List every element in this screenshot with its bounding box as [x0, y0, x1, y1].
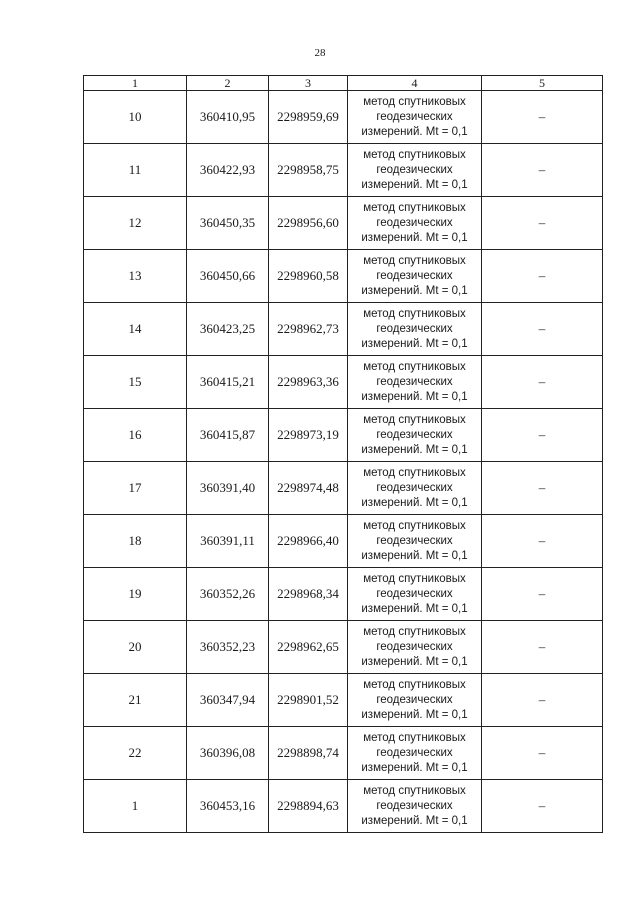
y-coordinate-cell: 2298962,73 — [269, 303, 348, 356]
y-coordinate-cell: 2298894,63 — [269, 780, 348, 833]
method-cell: метод спутниковых геодезических измерений. Mt = 0,1 — [348, 621, 482, 674]
header-col-2: 2 — [187, 76, 269, 91]
table-body — [84, 91, 603, 833]
table-row — [84, 144, 603, 197]
point-number-cell: 21 — [84, 674, 187, 727]
note-cell: – — [482, 197, 603, 250]
note-cell: – — [482, 409, 603, 462]
header-col-3: 3 — [269, 76, 348, 91]
table-row — [84, 91, 603, 144]
x-coordinate-cell: 360450,35 — [187, 197, 269, 250]
header-col-4: 4 — [348, 76, 482, 91]
header-col-1: 1 — [84, 76, 187, 91]
point-number-cell: 19 — [84, 568, 187, 621]
note-cell: – — [482, 568, 603, 621]
point-number-cell: 11 — [84, 144, 187, 197]
table-row — [84, 409, 603, 462]
method-cell: метод спутниковых геодезических измерений. Mt = 0,1 — [348, 91, 482, 144]
method-cell: метод спутниковых геодезических измерений. Mt = 0,1 — [348, 144, 482, 197]
point-number-cell: 18 — [84, 515, 187, 568]
y-coordinate-cell: 2298962,65 — [269, 621, 348, 674]
table-row — [84, 462, 603, 515]
point-number-cell: 14 — [84, 303, 187, 356]
note-cell: – — [482, 462, 603, 515]
point-number-cell: 1 — [84, 780, 187, 833]
y-coordinate-cell: 2298901,52 — [269, 674, 348, 727]
x-coordinate-cell: 360396,08 — [187, 727, 269, 780]
y-coordinate-cell: 2298968,34 — [269, 568, 348, 621]
note-cell: – — [482, 621, 603, 674]
point-number-cell: 12 — [84, 197, 187, 250]
table-row — [84, 674, 603, 727]
method-cell: метод спутниковых геодезических измерений. Mt = 0,1 — [348, 356, 482, 409]
y-coordinate-cell: 2298973,19 — [269, 409, 348, 462]
point-number-cell: 15 — [84, 356, 187, 409]
x-coordinate-cell: 360422,93 — [187, 144, 269, 197]
table-row — [84, 197, 603, 250]
method-cell: метод спутниковых геодезических измерений. Mt = 0,1 — [348, 409, 482, 462]
y-coordinate-cell: 2298959,69 — [269, 91, 348, 144]
method-cell: метод спутниковых геодезических измерений. Mt = 0,1 — [348, 197, 482, 250]
table-row — [84, 727, 603, 780]
x-coordinate-cell: 360415,87 — [187, 409, 269, 462]
note-cell: – — [482, 515, 603, 568]
method-cell: метод спутниковых геодезических измерений. Mt = 0,1 — [348, 462, 482, 515]
note-cell: – — [482, 356, 603, 409]
point-number-cell: 22 — [84, 727, 187, 780]
x-coordinate-cell: 360352,26 — [187, 568, 269, 621]
table-row — [84, 568, 603, 621]
x-coordinate-cell: 360423,25 — [187, 303, 269, 356]
x-coordinate-cell: 360391,40 — [187, 462, 269, 515]
y-coordinate-cell: 2298898,74 — [269, 727, 348, 780]
x-coordinate-cell: 360415,21 — [187, 356, 269, 409]
header-row — [84, 76, 603, 91]
point-number-cell: 10 — [84, 91, 187, 144]
table-row — [84, 303, 603, 356]
note-cell: – — [482, 674, 603, 727]
x-coordinate-cell: 360410,95 — [187, 91, 269, 144]
table-row — [84, 250, 603, 303]
table-header — [84, 76, 603, 91]
y-coordinate-cell: 2298956,60 — [269, 197, 348, 250]
point-number-cell: 17 — [84, 462, 187, 515]
table-row — [84, 621, 603, 674]
y-coordinate-cell: 2298963,36 — [269, 356, 348, 409]
y-coordinate-cell: 2298966,40 — [269, 515, 348, 568]
header-col-5: 5 — [482, 76, 603, 91]
method-cell: метод спутниковых геодезических измерений. Mt = 0,1 — [348, 568, 482, 621]
y-coordinate-cell: 2298974,48 — [269, 462, 348, 515]
table-row — [84, 515, 603, 568]
point-number-cell: 16 — [84, 409, 187, 462]
note-cell: – — [482, 144, 603, 197]
coordinates-table — [83, 75, 603, 833]
point-number-cell: 13 — [84, 250, 187, 303]
method-cell: метод спутниковых геодезических измерений. Mt = 0,1 — [348, 303, 482, 356]
x-coordinate-cell: 360391,11 — [187, 515, 269, 568]
table-row — [84, 780, 603, 833]
table-row — [84, 356, 603, 409]
method-cell: метод спутниковых геодезических измерений. Mt = 0,1 — [348, 674, 482, 727]
note-cell: – — [482, 250, 603, 303]
x-coordinate-cell: 360450,66 — [187, 250, 269, 303]
x-coordinate-cell: 360347,94 — [187, 674, 269, 727]
y-coordinate-cell: 2298958,75 — [269, 144, 348, 197]
note-cell: – — [482, 727, 603, 780]
method-cell: метод спутниковых геодезических измерений. Mt = 0,1 — [348, 727, 482, 780]
point-number-cell: 20 — [84, 621, 187, 674]
note-cell: – — [482, 91, 603, 144]
note-cell: – — [482, 780, 603, 833]
page-number: 28 — [314, 47, 326, 59]
method-cell: метод спутниковых геодезических измерений. Mt = 0,1 — [348, 780, 482, 833]
method-cell: метод спутниковых геодезических измерений. Mt = 0,1 — [348, 250, 482, 303]
x-coordinate-cell: 360352,23 — [187, 621, 269, 674]
x-coordinate-cell: 360453,16 — [187, 780, 269, 833]
method-cell: метод спутниковых геодезических измерений. Mt = 0,1 — [348, 515, 482, 568]
y-coordinate-cell: 2298960,58 — [269, 250, 348, 303]
note-cell: – — [482, 303, 603, 356]
